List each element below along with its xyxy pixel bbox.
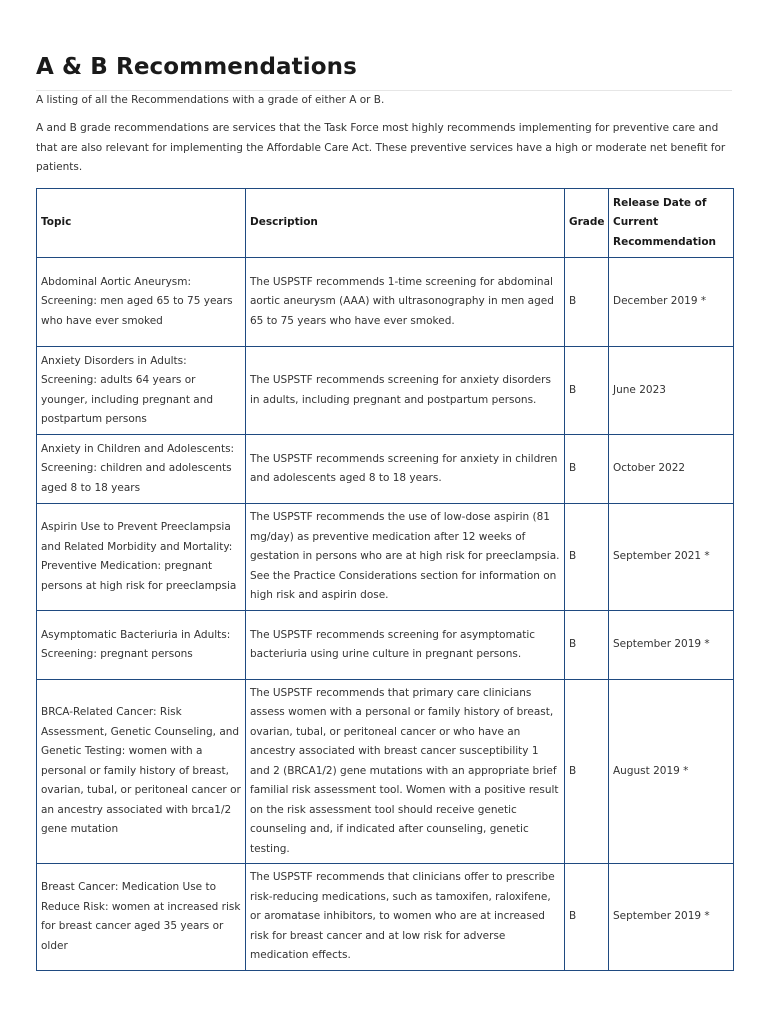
row-release-date: December 2019 * bbox=[609, 258, 734, 347]
row-description: The USPSTF recommends screening for anxiety in children and adolescents aged 8 to 18 years. bbox=[246, 435, 565, 504]
row-description: The USPSTF recommends that primary care clinicians assess women with a personal or family history of breast, ovarian, tubal, or peritoneal cancer or who have an ancestry associated with breast cancer susceptibility 1 and 2 (BRCA1/2) gene mutations with an appropriate brief familial risk assessment tool. Women with a positive result on the risk assessment tool should receive genetic counseling and, if indicated after counseling, genetic testing. bbox=[246, 680, 565, 864]
header-description[interactable]: Description bbox=[246, 189, 565, 258]
row-description: The USPSTF recommends 1-time screening for abdominal aortic aneurysm (AAA) with ultrasonography in men aged 65 to 75 years who have ever smoked. bbox=[246, 258, 565, 347]
row-grade: B bbox=[565, 680, 609, 864]
header-grade[interactable]: Grade bbox=[565, 189, 609, 258]
header-topic[interactable]: Topic bbox=[37, 189, 246, 258]
row-topic[interactable]: Anxiety in Children and Adolescents: Screening: children and adolescents aged 8 to 18 years bbox=[37, 435, 246, 504]
row-release-date: September 2021 * bbox=[609, 504, 734, 611]
row-release-date: October 2022 bbox=[609, 435, 734, 504]
table-header-row bbox=[37, 189, 734, 258]
row-grade: B bbox=[565, 435, 609, 504]
table-row bbox=[37, 504, 734, 611]
intro-paragraph: A and B grade recommendations are services that the Task Force most highly recommends implementing for preventive care and that are also relevant for implementing the Affordable Care Act. These preventive services have a high or moderate net benefit for patients. bbox=[36, 122, 726, 173]
row-topic[interactable]: BRCA-Related Cancer: Risk Assessment, Genetic Counseling, and Genetic Testing: women with a personal or family history of breast, ovarian, tubal, or peritoneal cancer or an ancestry associated with brca1/2 gene mutation bbox=[37, 680, 246, 864]
row-grade: B bbox=[565, 258, 609, 347]
table-row bbox=[37, 680, 734, 864]
row-grade: B bbox=[565, 347, 609, 435]
row-description: The USPSTF recommends the use of low-dose aspirin (81 mg/day) as preventive medication after 12 weeks of gestation in persons who are at high risk for preeclampsia. See the Practice Considerations section for information on high risk and aspirin dose. bbox=[246, 504, 565, 611]
row-release-date: September 2019 * bbox=[609, 864, 734, 971]
table-row bbox=[37, 435, 734, 504]
table-row bbox=[37, 864, 734, 971]
row-topic[interactable]: Aspirin Use to Prevent Preeclampsia and Related Morbidity and Mortality: Preventive Medication: pregnant persons at high risk for preeclampsia bbox=[37, 504, 246, 611]
row-release-date: August 2019 * bbox=[609, 680, 734, 864]
row-topic[interactable]: Abdominal Aortic Aneurysm: Screening: men aged 65 to 75 years who have ever smoked bbox=[37, 258, 246, 347]
row-description: The USPSTF recommends screening for asymptomatic bacteriuria using urine culture in pregnant persons. bbox=[246, 611, 565, 680]
row-description: The USPSTF recommends that clinicians offer to prescribe risk-reducing medications, such as tamoxifen, raloxifene, or aromatase inhibitors, to women who are at increased risk for breast cancer and at low risk for adverse medication effects. bbox=[246, 864, 565, 971]
page-subtitle: A listing of all the Recommendations with a grade of either A or B. bbox=[36, 94, 385, 106]
table-row bbox=[37, 258, 734, 347]
row-topic[interactable]: Asymptomatic Bacteriuria in Adults: Screening: pregnant persons bbox=[37, 611, 246, 680]
row-topic[interactable]: Breast Cancer: Medication Use to Reduce Risk: women at increased risk for breast cancer aged 35 years or older bbox=[37, 864, 246, 971]
table-row bbox=[37, 611, 734, 680]
row-topic[interactable]: Anxiety Disorders in Adults: Screening: adults 64 years or younger, including pregnant and postpartum persons bbox=[37, 347, 246, 435]
recommendations-table bbox=[36, 188, 734, 971]
row-grade: B bbox=[565, 611, 609, 680]
page-title: A & B Recommendations bbox=[36, 54, 357, 80]
row-grade: B bbox=[565, 864, 609, 971]
row-release-date: June 2023 bbox=[609, 347, 734, 435]
header-release-date[interactable]: Release Date of Current Recommendation bbox=[609, 189, 734, 258]
row-release-date: September 2019 * bbox=[609, 611, 734, 680]
row-description: The USPSTF recommends screening for anxiety disorders in adults, including pregnant and postpartum persons. bbox=[246, 347, 565, 435]
row-grade: B bbox=[565, 504, 609, 611]
table-row bbox=[37, 347, 734, 435]
